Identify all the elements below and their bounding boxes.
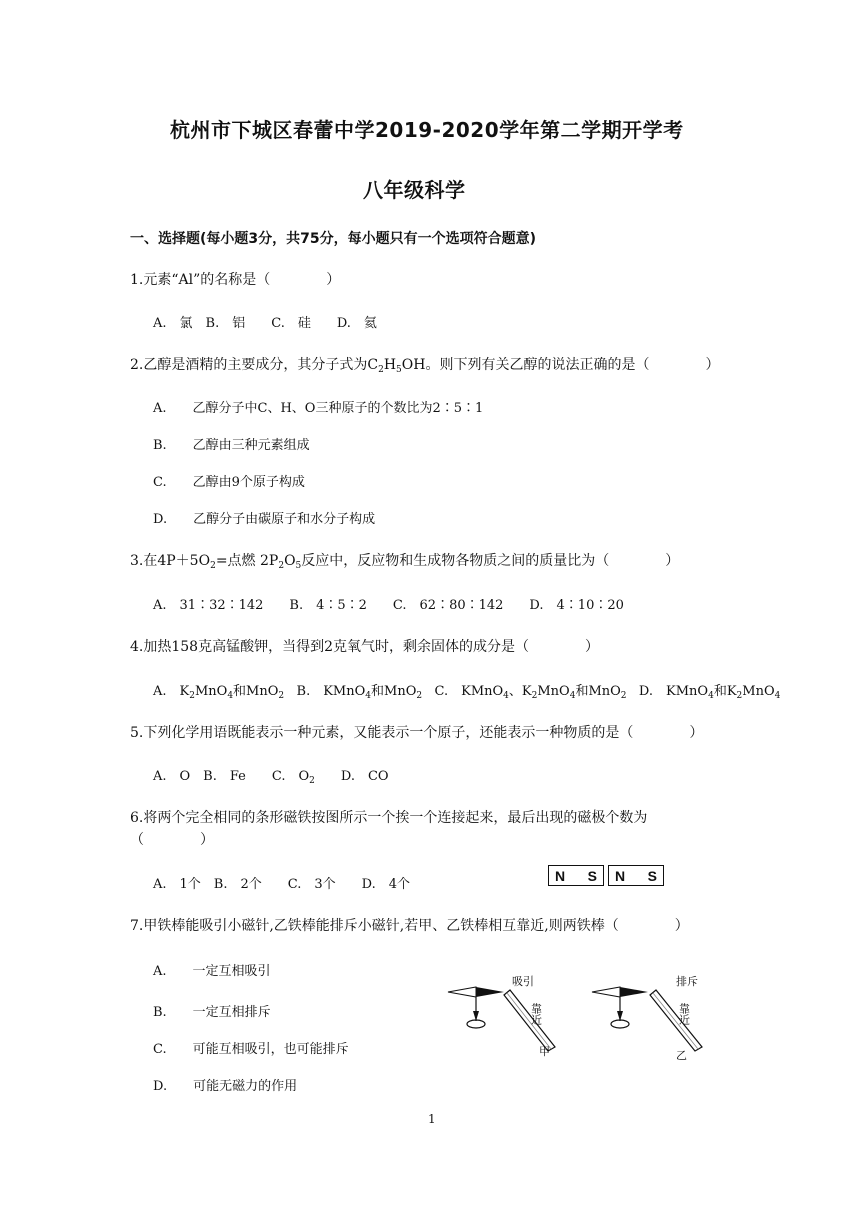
question-1-options: A. 氯 B. 铝 C. 硅 D. 氦	[153, 316, 377, 331]
question-6-stem: 6.将两个完全相同的条形磁铁按图所示一个挨一个连接起来，最后出现的磁极个数为	[130, 810, 648, 826]
question-1-stem: 1.元素“Al”的名称是（ ）	[130, 272, 341, 288]
question-5-options: A. O B. Fe C. $O_2$ D. CO	[153, 769, 389, 786]
question-5-stem: 5.下列化学用语既能表示一种元素，又能表示一个原子，还能表示一种物质的是（ ）	[130, 725, 704, 741]
rod-label-yi: 乙	[676, 1049, 687, 1062]
south-pole-label: S	[647, 867, 657, 884]
compass-needle-left	[448, 987, 504, 1028]
question-7-option-c: C. 可能互相吸引，也可能排斥	[153, 1042, 349, 1057]
page-title: 杭州市下城区春蕾中学2019-2020学年第二学期开学考	[170, 118, 684, 142]
repel-label: 排斥	[676, 975, 698, 988]
south-pole-label: S	[587, 867, 597, 884]
compass-needle-right	[592, 987, 648, 1028]
bar-magnets-figure	[548, 865, 664, 886]
compass-needle-figure	[440, 965, 720, 1065]
question-2-option-b: B. 乙醇由三种元素组成	[153, 438, 310, 453]
question-2-option-d: D. 乙醇分子由碳原子和水分子构成	[153, 512, 376, 527]
question-6-options: A. 1个 B. 2个 C. 3个 D. 4个	[153, 877, 410, 892]
question-7-stem: 7.甲铁棒能吸引小磁针,乙铁棒能排斥小磁针,若甲、乙铁棒相互靠近,则两铁棒（ ）	[130, 918, 689, 934]
question-4-options: A. $K_2MnO_4$和MnO$_2$ B. KMnO$_4$和MnO$_2$ C. KMnO$_4$、$K_2MnO_4$和MnO$_2$ D. KMnO$_4$和$K_2MnO_4$	[153, 684, 781, 701]
question-3-options: A. 31∶32∶142 B. 4∶5∶2 C. 62∶80∶142 D. 4∶10∶20	[153, 598, 624, 613]
question-3-stem: 3.在$4P+5O_2=$点燃 $2P_2O_5$反应中，反应物和生成物各物质之间的质量比为（ ）	[130, 553, 680, 571]
question-2-option-c: C. 乙醇由9个原子构成	[153, 475, 305, 490]
approach-label-left: 靠近	[529, 1003, 543, 1025]
north-pole-label: N	[615, 867, 626, 884]
page-subtitle: 八年级科学	[363, 178, 466, 202]
question-7-option-d: D. 可能无磁力的作用	[153, 1079, 298, 1094]
section-heading: 一、选择题(每小题3分，共75分，每小题只有一个选项符合题意)	[130, 231, 537, 247]
approach-label-right: 靠近	[677, 1003, 691, 1025]
question-7-option-a: A. 一定互相吸引	[153, 964, 271, 979]
page-number: 1	[428, 1112, 436, 1126]
question-7-option-b: B. 一定互相排斥	[153, 1005, 271, 1020]
question-2-stem: 2.乙醇是酒精的主要成分，其分子式为$C_2H_5OH$。则下列有关乙醇的说法正确的是（ ）	[130, 357, 720, 375]
question-4-stem: 4.加热158克高锰酸钾，当得到2克氧气时，剩余固体的成分是（ ）	[130, 639, 599, 655]
north-pole-label: N	[555, 867, 566, 884]
question-6-stem-bracket: （ ）	[130, 832, 214, 848]
bar-magnet	[548, 865, 604, 886]
bar-magnet	[608, 865, 664, 886]
iron-rod-yi	[650, 990, 702, 1051]
question-2-option-a: A. 乙醇分子中C、H、O三种原子的个数比为2∶5∶1	[153, 401, 484, 416]
rod-label-jia: 甲	[539, 1045, 550, 1058]
attract-label: 吸引	[512, 975, 534, 988]
